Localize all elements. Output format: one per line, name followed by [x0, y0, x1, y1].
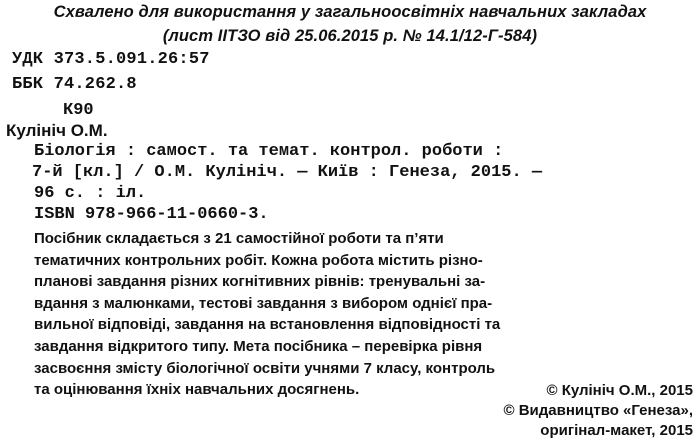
annotation-line: та оцінювання їхніх навчальних досягнень. — [34, 381, 360, 399]
annotation-line: вдання з малюнками, тестові завдання з вибором однієї пра- — [34, 294, 493, 312]
annotation-line: вильної відповіді, завдання на встановлення відповідності та — [34, 316, 501, 334]
bibliographic-line: 96 с. : іл. — [34, 184, 147, 203]
bbk-code: ББК 74.262.8 — [12, 75, 137, 94]
udk-code: УДК 373.5.091.26:57 — [12, 50, 210, 69]
author-mark-code: К90 — [63, 101, 94, 120]
annotation-line: тематичних контрольних робіт. Кожна робота містить різно- — [34, 251, 483, 269]
annotation-line: завдання відкритого типу. Мета посібника – перевірка рівня — [34, 337, 483, 355]
annotation-line: засвоєння змісту біологічної освіти учнями 7 класу, контроль — [34, 359, 496, 377]
copyright-block — [504, 381, 694, 441]
bibliographic-description — [32, 141, 543, 204]
copyright-layout: оригінал-макет, 2015 — [540, 422, 693, 439]
author-heading: Кулініч О.М. — [6, 121, 108, 140]
copyright-author: © Кулініч О.М., 2015 — [546, 382, 693, 399]
annotation-paragraph — [34, 228, 544, 401]
bibliographic-line: Біологія : самост. та темат. контрол. роботи : — [34, 142, 504, 161]
isbn-number: ISBN 978-966-11-0660-3. — [34, 205, 269, 224]
approval-notice — [0, 0, 700, 48]
approval-line-2: (лист ІІТЗО від 25.06.2015 р. № 14.1/12-Г-584) — [162, 27, 538, 45]
copyright-publisher: © Видавництво «Генеза», — [503, 402, 693, 419]
annotation-line: Посібник складається з 21 самостійної роботи та п’яти — [34, 230, 444, 247]
annotation-line: планові завдання різних когнітивних рівнів: тренувальні за- — [34, 273, 486, 291]
approval-line-1: Схвалено для використання у загальноосвітніх навчальних закладах — [53, 3, 647, 21]
bibliographic-line: 7-й [кл.] / О.М. Кулініч. — Київ : Генеза, 2015. — — [32, 163, 543, 182]
